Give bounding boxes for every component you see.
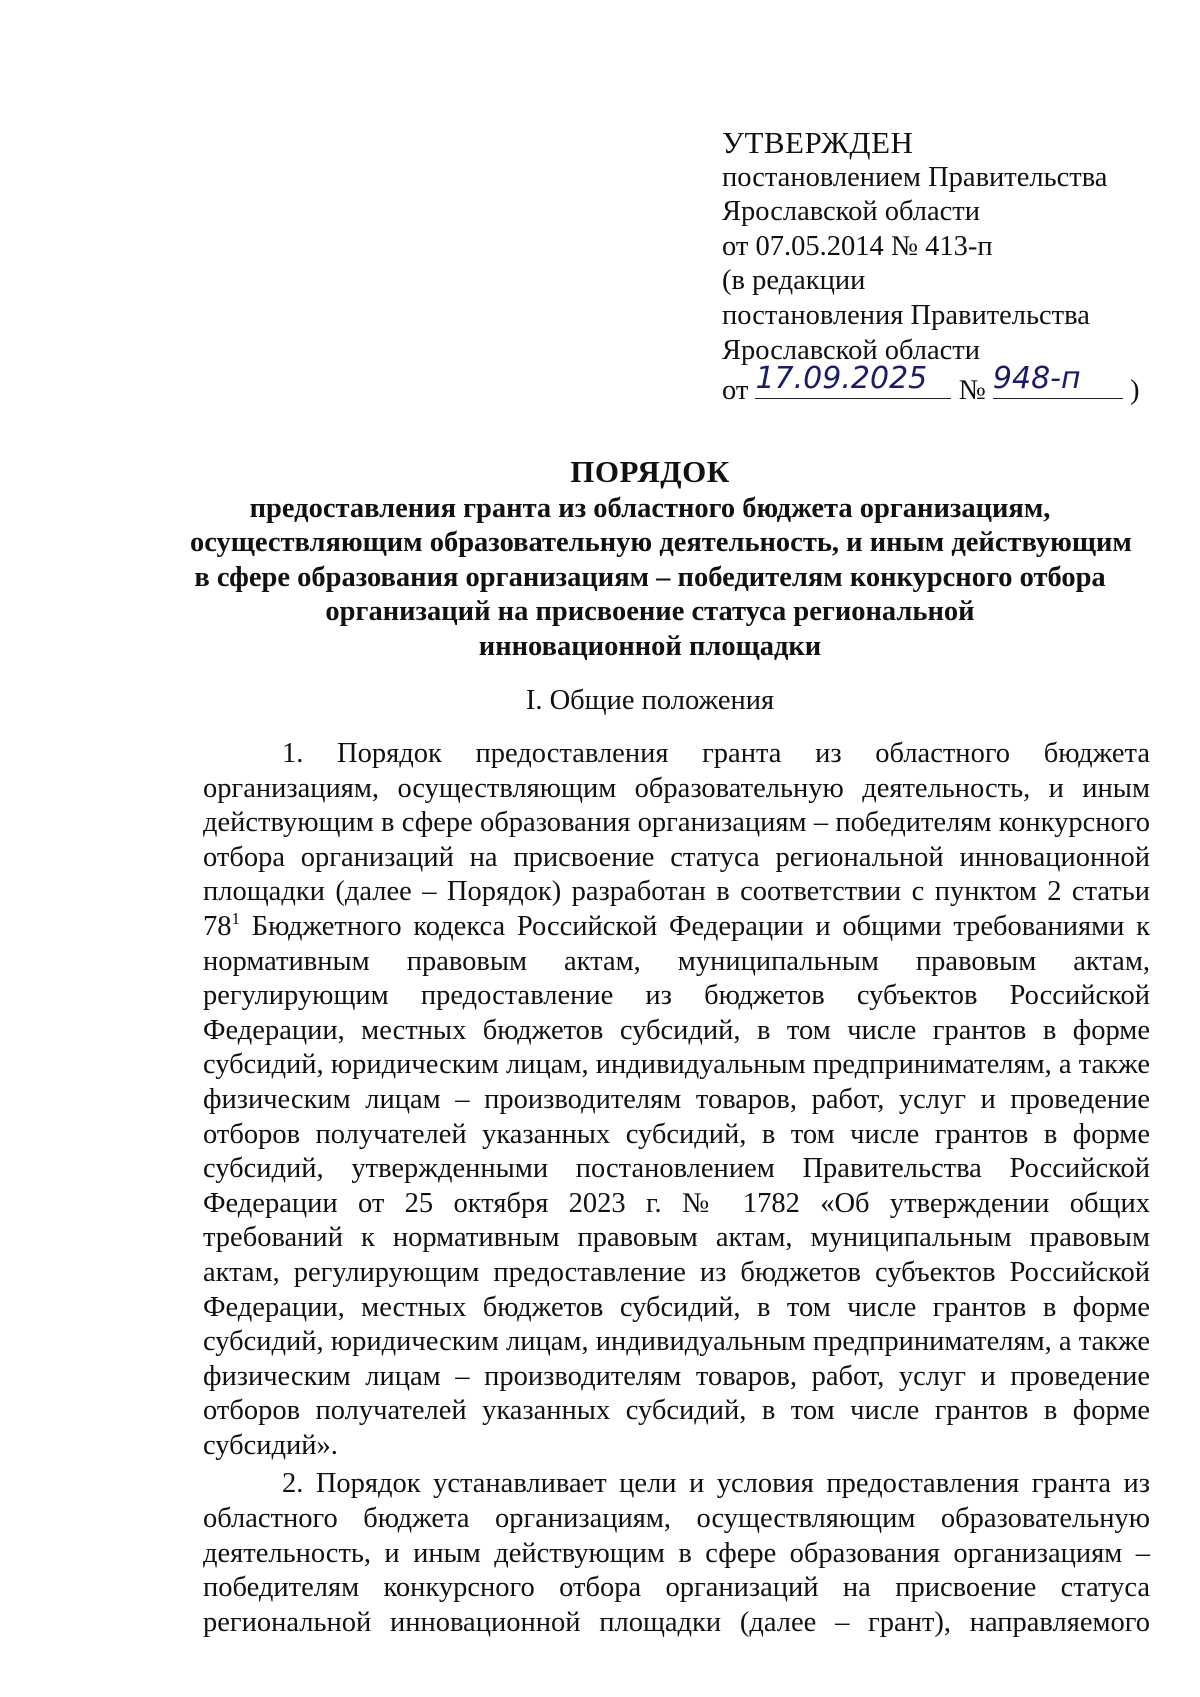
title-heading: ПОРЯДОК — [570, 454, 730, 489]
title-line: в сфере образования организациям – победителям конкурсного отбора — [194, 561, 1106, 593]
approval-date-line — [722, 361, 1162, 407]
approval-line: постановлением Правительства — [722, 161, 1108, 193]
approval-line: Ярославской области — [722, 334, 980, 366]
paragraph-1-text-cont: Бюджетного кодекса Российской Федерации и общими требованиями к нормативным правовым актам, муниципальным правовым актам, регулирующим предоставление из бюджетов субъектов Российской Федерации, местных бюджетов субсидий, в том числе грантов в форме субсидий, юридическим лицам, индивидуальным предпринимателям, а также физическим лицам – производителям товаров, работ, услуг и проведение отборов получателей указанных субсидий, в том числе грантов в форме субсидий, утвержденными постановлением Правительства Российской Федерации от 25 октября 2023 г. № 1782 «Об утверждении общих требований к нормативным правовым актам, муниципальным правовым актам, регулирующим предоставление из бюджетов субъектов Российской Федерации, местных бюджетов субсидий, в том числе грантов в форме субсидий, юридическим лицам, индивидуальным предпринимателям, а также физическим лицам – производителям товаров, работ, услуг и проведение отборов получателей указанных субсидий, в том числе грантов в форме субсидий». — [203, 910, 1150, 1461]
article-superscript: 1 — [231, 908, 240, 928]
handwritten-date: 17.09.2025 — [755, 361, 928, 397]
title-line: инновационной площадки — [478, 630, 822, 662]
paragraph-1 — [203, 737, 1150, 1463]
handwritten-number: 948-п — [992, 361, 1081, 397]
document-body — [203, 737, 1150, 1644]
paragraph-1-text: 1. Порядок предоставления гранта из областного бюджета организациям, осуществляющим образовательную деятельность, и иным действующим в сфере образования организациям – победителям конкурсного отбора организаций на присвоение статуса региональной инновационной площадки (далее – Порядок) разработан в соответствии с пунктом 2 статьи 78 — [203, 738, 1150, 942]
approval-line: Ярославской области — [722, 196, 980, 228]
handwritten-number-field — [992, 361, 1123, 399]
paragraph-2: 2. Порядок устанавливает цели и условия предоставления гранта из областного бюджета организациям, осуществляющим образовательную деятельность, и иным действующим в сфере образования организациям – победителям конкурсного отбора организаций на присвоение статуса региональной инновационной площадки (далее – грант), направляемого — [203, 1468, 1150, 1638]
number-sign: № — [958, 375, 986, 407]
approval-line: (в редакции — [722, 265, 866, 297]
document-title — [190, 454, 1132, 665]
approval-stamp-block — [722, 125, 1162, 407]
approval-line: постановления Правительства — [722, 299, 1090, 331]
approval-heading: УТВЕРЖДЕН — [722, 125, 914, 160]
approval-line: от 07.05.2014 № 413-п — [722, 230, 993, 262]
handwritten-date-field — [755, 361, 951, 399]
section-heading: I. Общие положения — [525, 685, 775, 716]
title-line: предоставления гранта из областного бюджета организациям, — [249, 492, 1051, 524]
approval-ot-label: от — [722, 375, 749, 407]
title-line: организаций на присвоение статуса региональной — [325, 596, 975, 628]
title-line: осуществляющим образовательную деятельность, и иным действующим — [190, 527, 1132, 559]
close-paren: ) — [1130, 375, 1140, 407]
